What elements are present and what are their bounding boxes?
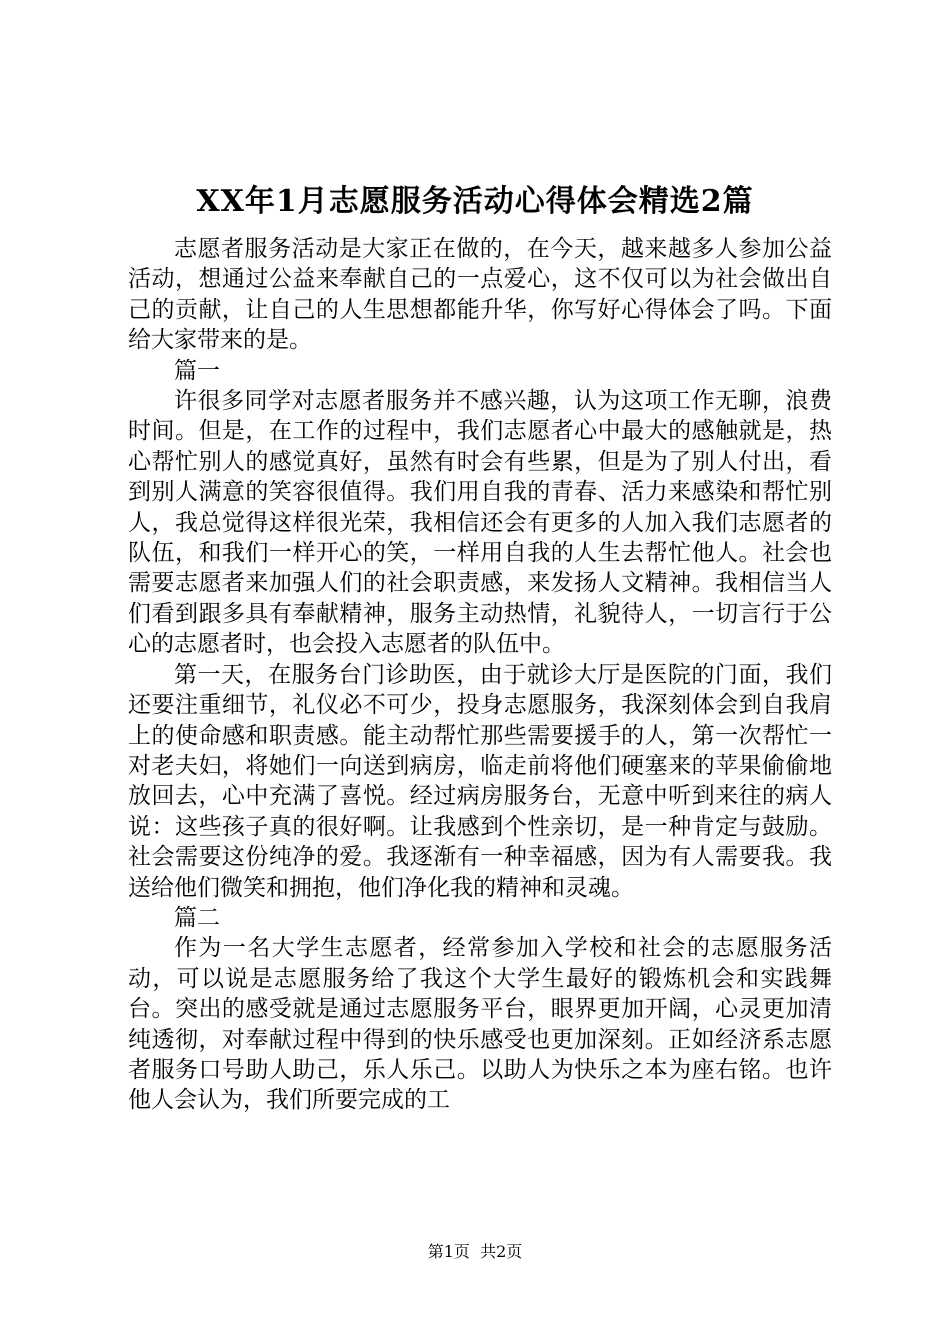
section2-paragraph-1: 作为一名大学生志愿者，经常参加入学校和社会的志愿服务活动，可以说是志愿服务给了我这个大学生最好的锻炼机会和实践舞台。突出的感受就是通过志愿服务平台，眼界更加开阔，心灵更加清纯透彻，对奉献过程中得到的快乐感受也更加深刻。正如经济系志愿者服务口号助人助己，乐人乐己。以助人为快乐之本为座右铭。也许他人会认为，我们所要完成的工 — [128, 935, 832, 1114]
section-heading-2: 篇二 — [174, 904, 220, 931]
section1-paragraph-1: 许很多同学对志愿者服务并不感兴趣，认为这项工作无聊，浪费时间。但是，在工作的过程中，我们志愿者心中最大的感触就是，热心帮忙别人的感觉真好，虽然有时会有些累，但是为了别人付出，看到别人满意的笑容很值得。我们用自我的青春、活力来感染和帮忙别人，我总觉得这样很光荣，我相信还会有更多的人加入我们志愿者的队伍，和我们一样开心的笑，一样用自我的人生去帮忙他人。社会也需要志愿者来加强人们的社会职责感，来发扬人文精神。我相信当人们看到跟多具有奉献精神，服务主动热情，礼貌待人，一切言行于公心的志愿者时，也会投入志愿者的队伍中。 — [128, 388, 832, 658]
section1-paragraph-2: 第一天，在服务台门诊助医，由于就诊大厅是医院的门面，我们还要注重细节，礼仪必不可少，投身志愿服务，我深刻体会到自我肩上的使命感和职责感。能主动帮忙那些需要援手的人，第一次帮忙一对老夫妇，将她们一向送到病房，临走前将他们硬塞来的苹果偷偷地放回去，心中充满了喜悦。经过病房服务台，无意中听到来往的病人说：这些孩子真的很好啊。让我感到个性亲切，是一种肯定与鼓励。社会需要这份纯净的爱。我逐渐有一种幸福感，因为有人需要我。我送给他们微笑和拥抱，他们净化我的精神和灵魂。 — [128, 661, 832, 901]
document-title: XX年1月志愿服务活动心得体会精选2篇 — [196, 184, 754, 219]
page-footer — [0, 1242, 950, 1262]
document-body — [128, 234, 832, 1116]
intro-paragraph: 志愿者服务活动是大家正在做的，在今天，越来越多人参加公益活动，想通过公益来奉献自己的一点爱心，这不仅可以为社会做出自己的贡献，让自己的人生思想都能升华，你写好心得体会了吗。下面给大家带来的是。 — [128, 236, 832, 354]
footer-spacer — [470, 1242, 480, 1261]
page-number: 第1页 — [427, 1242, 470, 1261]
section-heading-1: 篇一 — [174, 357, 220, 384]
page-total: 共2页 — [480, 1242, 523, 1261]
